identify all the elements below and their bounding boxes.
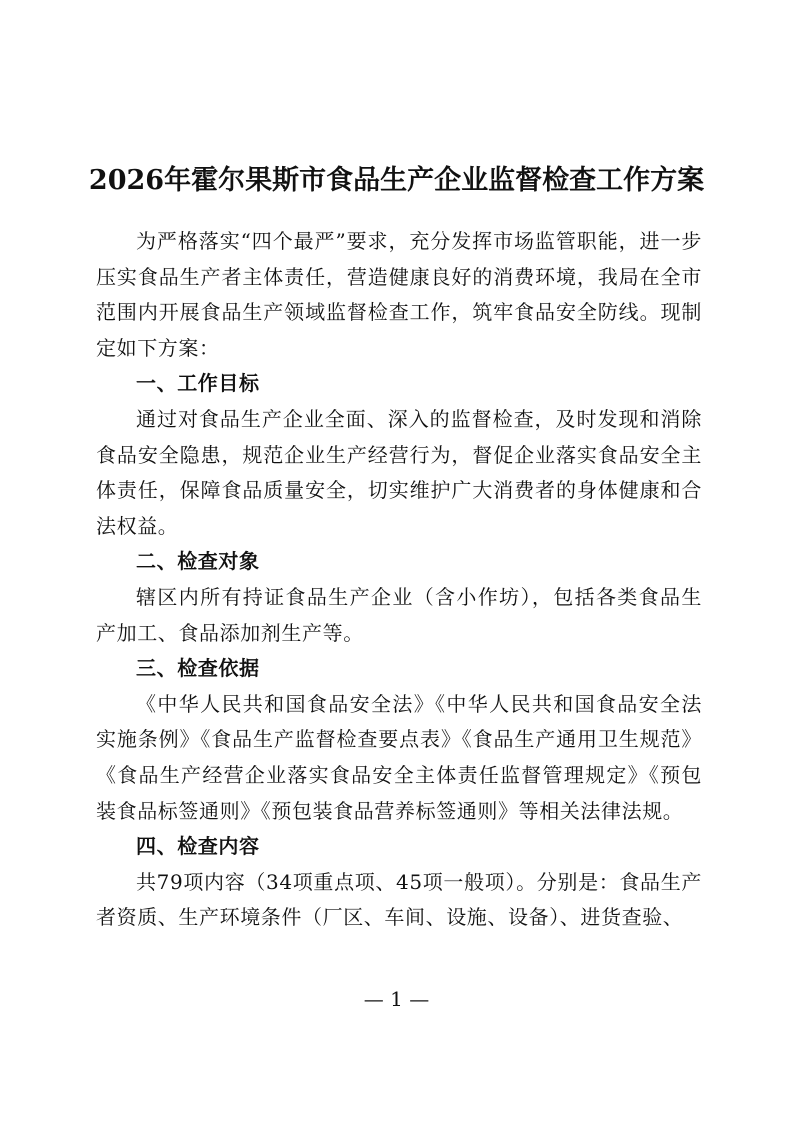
section-heading-goals: 一、工作目标 — [136, 371, 260, 396]
section-text-targets: 辖区内所有持证食品生产企业（含小作坊），包括各类食品生产加工、食品添加剂生产等。 — [96, 584, 702, 645]
section-heading-basis: 三、检查依据 — [136, 656, 260, 681]
page-number: — 1 — — [363, 987, 430, 1011]
section-text-basis: 《中华人民共和国食品安全法》《中华人民共和国食品安全法实施条例》《食品生产监督检查要点表》《食品生产通用卫生规范》《食品生产经营企业落实食品安全主体责任监督管理规定》《预包装食品标签通则》《预包装食品营养标签通则》等相关法律法规。 — [96, 691, 702, 823]
intro-paragraph: 为严格落实“四个最严”要求，充分发挥市场监管职能，进一步压实食品生产者主体责任，营造健康良好的消费环境，我局在全市范围内开展食品生产领域监督检查工作，筑牢食品安全防线。现制定如下方案： — [96, 229, 702, 360]
section-heading-targets: 二、检查对象 — [136, 549, 260, 574]
section-heading-content: 四、检查内容 — [136, 834, 260, 859]
document-body — [96, 224, 702, 936]
section-text-content: 共79项内容（34项重点项、45项一般项）。分别是：食品生产者资质、生产环境条件（厂区、车间、设施、设备）、进货查验、 — [96, 869, 702, 930]
section-text-goals: 通过对食品生产企业全面、深入的监督检查，及时发现和消除食品安全隐患，规范企业生产经营行为，督促企业落实食品安全主体责任，保障食品质量安全，切实维护广大消费者的身体健康和合法权益。 — [96, 406, 702, 538]
document-title: 2026年霍尔果斯市食品生产企业监督检查工作方案 — [88, 165, 705, 197]
